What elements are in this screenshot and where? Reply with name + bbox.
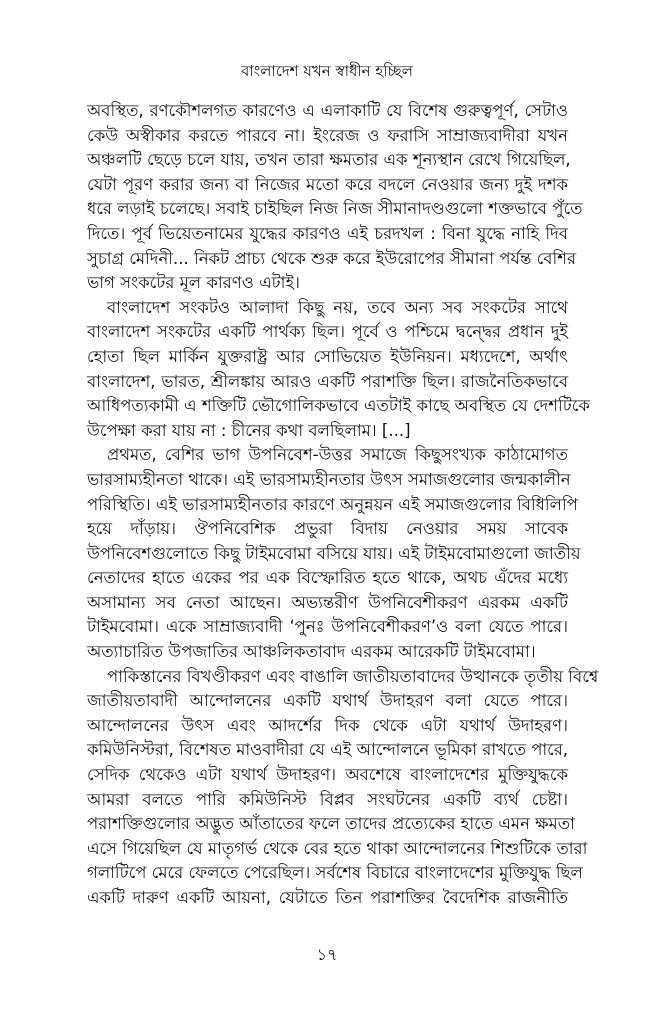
text-line: অত্যাচারিত উপজাতির আঞ্চলিকতাবাদ এরকম আরেকটি টাইমবোমা। — [87, 642, 536, 662]
text-line: অঞ্চলটি ছেড়ে চলে যায়, তখন তারা ক্ষমতার এক শূন্যস্থান রেখে গিয়েছিল, — [87, 150, 571, 170]
text-line: কেউ অস্বীকার করতে পারবে না। ইংরেজ ও ফরাসি সাম্রাজ্যবাদীরা যখন — [87, 125, 568, 145]
text-line: আন্দোলনের উৎস এবং আদর্শের দিক থেকে এটা যথার্থ উদাহরণ। — [87, 715, 568, 735]
text-line: আধিপত্যকামী এ শক্তিটি ভৌগোলিকভাবে এতটাই কাছে অবস্থিত যে দেশটিকে — [87, 396, 590, 416]
text-line: আমরা বলতে পারি কমিউনিস্ট বিপ্লব সংঘটনের একটি ব্যর্থ চেষ্টা। — [87, 789, 568, 809]
text-line: কমিউনিস্টরা, বিশেষত মাওবাদীরা যে এই আন্দোলনে ভূমিকা রাখতে পারে, — [87, 740, 569, 760]
text-line: পরিস্থিতি। এই ভারসাম্যহীনতার কারণে অনুন্নয়ন এই সমাজগুলোর বিধিলিপি — [87, 494, 578, 514]
text-line: বাংলাদেশ, ভারত, শ্রীলঙ্কায় আরও একটি পরাশক্তি ছিল। রাজনৈতিকভাবে — [87, 371, 568, 391]
paragraph — [87, 665, 599, 911]
text-line: এসে গিয়েছিল যে মাতৃগর্ভ থেকে বের হতে থাকা আন্দোলনের শিশুটিকে তারা — [87, 838, 588, 858]
text-line: ভাগ সংকটের মূল কারণও এটাই। — [87, 273, 300, 293]
page-number: ১৭ — [316, 945, 338, 964]
text-line: অবস্থিত, রণকৌশলগত কারণেও এ এলাকাটি যে বিশেষ গুরুত্বপূর্ণ, সেটাও — [87, 101, 568, 120]
text-line: যেটা পূরণ করার জন্য বা নিজের মতো করে বদলে নেওয়ার জন্য দুই দশক — [87, 174, 568, 194]
text-line: একটি দারুণ একটি আয়না, যেটাতে তিন পরাশক্তির বৈদেশিক রাজনীতি — [87, 888, 568, 907]
body-text — [87, 99, 599, 911]
text-line: হোতা ছিল মার্কিন যুক্তরাষ্ট্র আর সোভিয়েত ইউনিয়ন। মধ্যদেশে, অর্থাৎ — [87, 346, 568, 366]
text-line: বাংলাদেশ সংকটও আলাদা কিছু নয়, তবে অন্য সব সংকটের সাথে — [107, 297, 568, 317]
text-line: পরাশক্তিগুলোর অদ্ভুত আঁতাতের ফলে তাদের প্রত্যেকের হাতে এমন ক্ষমতা — [87, 814, 575, 834]
text-line: দিতে। পূর্ব ভিয়েতনামের যুদ্ধের কারণও এই চরদখল : বিনা যুদ্ধে নাহি দিব — [87, 223, 568, 243]
text-line: গলাটিপে মেরে ফেলতে পেরেছিল। সর্বশেষ বিচারে বাংলাদেশের মুক্তিযুদ্ধ ছিল — [87, 863, 583, 883]
text-line: সুচাগ্র মেদিনী... নিকট প্রাচ্য থেকে শুরু করে ইউরোপের সীমানা পর্যন্ত বেশির — [87, 248, 577, 268]
running-header: বাংলাদেশ যখন স্বাধীন হচ্ছিল — [241, 62, 413, 80]
text-line: হয়ে দাঁড়ায়। ঔপনিবেশিক প্রভুরা বিদায় নেওয়ার সময় সাবেক — [87, 519, 568, 539]
text-line: জাতীয়তাবাদী আন্দোলনের একটি যথার্থ উদাহরণ বলা যেতে পারে। — [87, 691, 568, 711]
text-line: ভারসাম্যহীনতা থাকে। এই ভারসাম্যহীনতার উৎস সমাজগুলোর জন্মকালীন — [87, 469, 571, 489]
text-line: পাকিস্তানের বিখণ্ডীকরণ এবং বাঙালি জাতীয়তাবাদের উত্থানকে তৃতীয় বিশ্বে — [107, 666, 599, 686]
paragraph — [87, 443, 581, 664]
text-line: সেদিক থেকেও এটা যথার্থ উদাহরণ। অবশেষে বাংলাদেশের মুক্তিযুদ্ধকে — [87, 765, 568, 785]
text-line: নেতাদের হাতে একের পর এক বিস্ফোরিত হতে থাকে, অথচ এঁদের মধ্যে — [87, 568, 568, 588]
text-line: ধরে লড়াই চলেছে। সবাই চাইছিল নিজ নিজ সীমানাদণ্ডগুলো শক্তভাবে পুঁতে — [87, 199, 583, 219]
text-line: বাংলাদেশ সংকটের একটি পার্থক্য ছিল। পূর্বে ও পশ্চিমে দ্বন্দ্বের প্রধান দুই — [87, 322, 568, 342]
text-line: প্রথমত, বেশির ভাগ উপনিবেশ-উত্তর সমাজে কিছুসংখ্যক কাঠামোগত — [107, 445, 568, 465]
text-line: উপেক্ষা করা যায় না : চীনের কথা বলছিলাম। [...] — [87, 420, 411, 440]
text-line: অসামান্য সব নেতা আছেন। অভ্যন্তরীণ উপনিবেশীকরণ এরকম একটি — [87, 592, 568, 612]
paragraph — [87, 296, 590, 444]
paragraph — [87, 99, 583, 296]
text-line: উপনিবেশগুলোতে কিছু টাইমবোমা বসিয়ে যায়। এই টাইমবোমাগুলো জাতীয় — [87, 543, 581, 563]
text-line: টাইমবোমা। একে সাম্রাজ্যবাদী ‘পুনঃ উপনিবেশীকরণ’ও বলা যেতে পারে। — [87, 617, 568, 637]
